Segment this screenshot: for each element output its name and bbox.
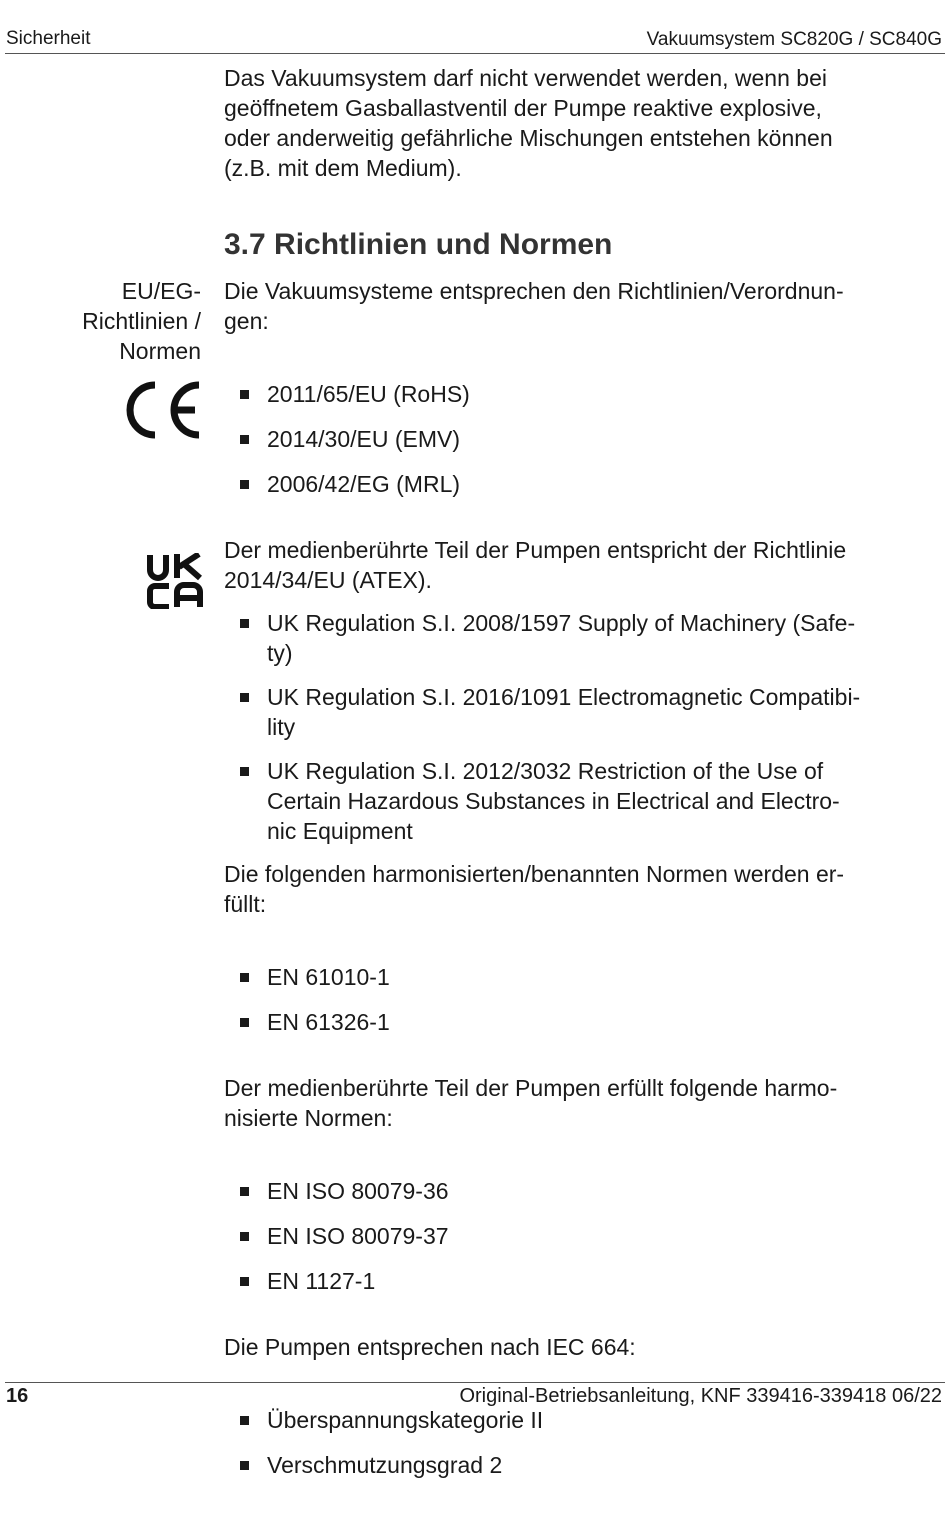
square-bullet-icon <box>240 1018 249 1027</box>
square-bullet-icon <box>240 1277 249 1286</box>
square-bullet-icon <box>240 1416 249 1425</box>
list-item: EN ISO 80079-36 <box>224 1176 936 1206</box>
list-item: Überspannungskategorie II <box>224 1405 936 1435</box>
header-section-name: Sicherheit <box>6 28 91 49</box>
paragraph-line: Der medienberührte Teil der Pumpen erfüllt folgende harmo- <box>224 1075 838 1101</box>
footer-divider <box>5 1382 945 1383</box>
square-bullet-icon <box>240 619 249 628</box>
list-item: EN ISO 80079-37 <box>224 1221 936 1251</box>
list-item: UK Regulation S.I. 2012/3032 Restriction of the Use of Certain Hazardous Substances in Electrical and Electro- nic Equipment <box>224 756 936 846</box>
list-item: 2011/65/EU (RoHS) <box>224 379 936 409</box>
margin-label-line: EU/EG- <box>121 278 201 304</box>
list-item: 2014/30/EU (EMV) <box>224 424 936 454</box>
ce-mark-icon <box>121 381 205 439</box>
paragraph-line: gen: <box>224 308 269 334</box>
square-bullet-icon <box>240 973 249 982</box>
square-bullet-icon <box>240 1187 249 1196</box>
intro-line: Das Vakuumsystem darf nicht verwendet werden, wenn bei <box>224 65 827 91</box>
square-bullet-icon <box>240 1232 249 1241</box>
square-bullet-icon <box>240 390 249 399</box>
square-bullet-icon <box>240 767 249 776</box>
square-bullet-icon <box>240 435 249 444</box>
square-bullet-icon <box>240 1461 249 1470</box>
list-item: UK Regulation S.I. 2016/1091 Electromagnetic Compatibi- lity <box>224 682 936 742</box>
list-item: EN 61326-1 <box>224 1007 936 1037</box>
margin-label-line: Normen <box>119 338 201 364</box>
list-item: EN 61010-1 <box>224 962 936 992</box>
page-number: 16 <box>6 1385 29 1407</box>
media-standards-list <box>224 1176 936 1296</box>
paragraph-line: Der medienberührte Teil der Pumpen entspricht der Richtlinie <box>224 537 847 563</box>
paragraph-line: Die folgenden harmonisierten/benannten Normen werden er- <box>224 861 845 887</box>
intro-line: geöffnetem Gasballastventil der Pumpe reaktive explosive, <box>224 95 822 121</box>
intro-line: (z.B. mit dem Medium). <box>224 155 462 181</box>
paragraph-line: füllt: <box>224 891 267 917</box>
header-divider <box>5 53 945 54</box>
ukca-mark-icon <box>147 553 203 609</box>
list-item: EN 1127-1 <box>224 1266 936 1296</box>
uk-regulation-list <box>224 608 936 846</box>
paragraph-line: nisierte Normen: <box>224 1105 393 1131</box>
directive-list <box>224 379 936 499</box>
list-item: UK Regulation S.I. 2008/1597 Supply of Machinery (Safe- ty) <box>224 608 936 668</box>
header-document-title: Vakuumsystem SC820G / SC840G <box>646 29 942 50</box>
paragraph-harmonized-standards <box>224 859 936 919</box>
iec-list <box>224 1405 936 1480</box>
margin-label-line: Richtlinien / <box>82 308 201 334</box>
margin-label <box>82 276 201 366</box>
paragraph-line: 2014/34/EU (ATEX). <box>224 567 432 593</box>
paragraph-line: Die Pumpen entsprechen nach IEC 664: <box>224 1334 636 1360</box>
standards-list <box>224 962 936 1037</box>
intro-warning-paragraph <box>224 63 924 183</box>
footer-document-reference: Original-Betriebsanleitung, KNF 339416-339418 06/22 <box>459 1385 942 1407</box>
square-bullet-icon <box>240 693 249 702</box>
paragraph-media-standards <box>224 1073 936 1133</box>
paragraph-atex <box>224 535 936 595</box>
list-item: Verschmutzungsgrad 2 <box>224 1450 936 1480</box>
paragraph-line: Die Vakuumsysteme entsprechen den Richtlinien/Verordnun- <box>224 278 844 304</box>
intro-line: oder anderweitig gefährliche Mischungen entstehen können <box>224 125 833 151</box>
section-content <box>224 276 936 1516</box>
square-bullet-icon <box>240 480 249 489</box>
list-item: 2006/42/EG (MRL) <box>224 469 936 499</box>
section-title: 3.7 Richtlinien und Normen <box>224 228 613 261</box>
paragraph-directives <box>224 276 936 336</box>
paragraph-iec <box>224 1332 936 1362</box>
